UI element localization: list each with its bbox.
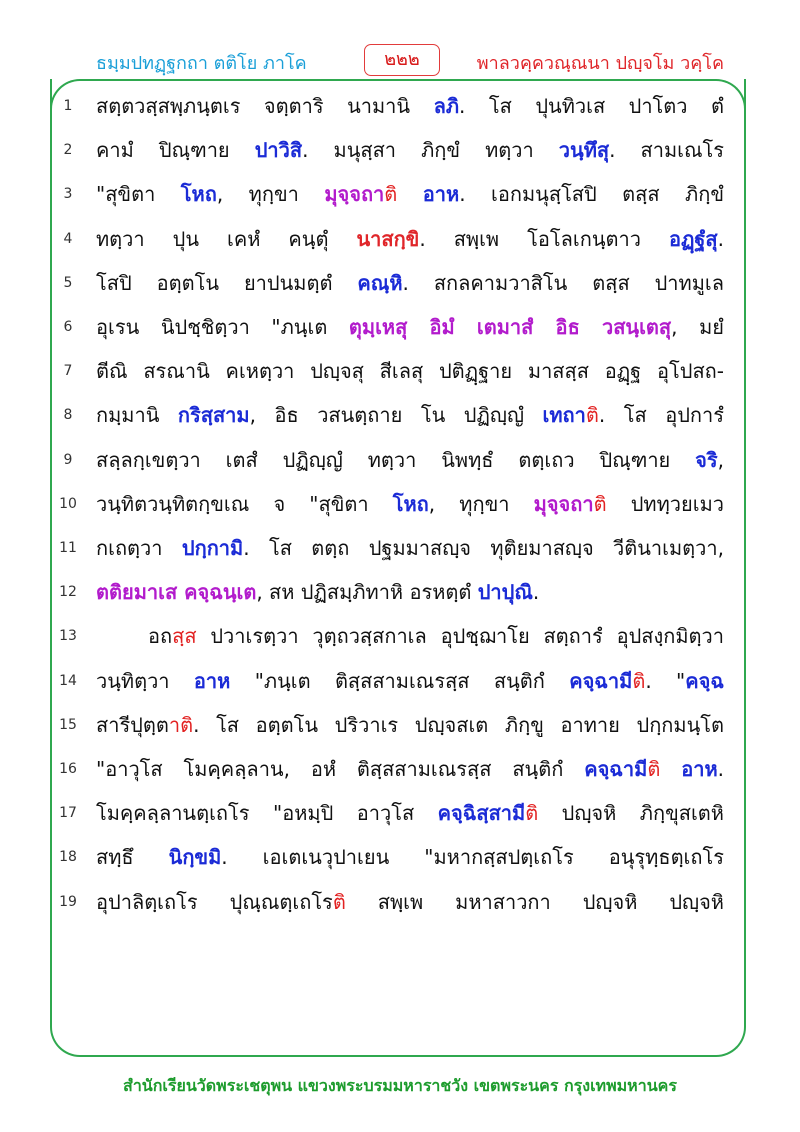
line-text xyxy=(96,90,724,122)
text-line xyxy=(0,526,800,570)
line-number: 19 xyxy=(59,893,77,910)
page-number: ๒๒๒ xyxy=(364,44,440,76)
text-segment: วนฺทิตวนฺทิตกฺขเณ จ "สุขิตา xyxy=(96,491,393,516)
highlighted-word: สฺส xyxy=(172,624,197,649)
line-number: 13 xyxy=(59,628,77,645)
text-segment: สารีปุตฺต xyxy=(96,712,169,737)
text-segment: อุเรน นิปชฺชิตฺวา "ภนฺเต xyxy=(96,315,349,339)
text-line xyxy=(0,305,800,349)
text-segment: อุปาลิตฺเถโร ปุณฺณตฺเถโร xyxy=(96,889,333,914)
line-number: 6 xyxy=(63,319,73,335)
text-segment: . xyxy=(532,580,540,605)
text-line xyxy=(0,703,800,747)
line-number: 12 xyxy=(59,584,77,601)
highlighted-word: คณฺหิ xyxy=(357,270,403,295)
line-number: 8 xyxy=(63,407,73,424)
highlighted-word: ติ xyxy=(632,668,646,693)
line-text xyxy=(96,355,724,387)
text-segment: ปญฺจหิ ภิกฺขุสเตหิ xyxy=(538,801,724,826)
text-line xyxy=(0,835,800,879)
line-text xyxy=(96,753,724,785)
text-segment: วนฺทิตฺวา xyxy=(96,668,194,693)
text-segment: คามํ ปิณฺฑาย xyxy=(96,138,255,163)
highlighted-word: ติ xyxy=(384,182,398,207)
text-segment: , xyxy=(717,447,724,472)
line-text xyxy=(96,223,724,255)
highlighted-word: นิกฺขมิ xyxy=(168,845,222,870)
text-line xyxy=(0,172,800,216)
text-segment: , สห ปฏิสมฺภิทาหิ อรหตฺตํ xyxy=(256,580,478,605)
line-number: 16 xyxy=(59,761,77,777)
line-number: 15 xyxy=(59,716,77,733)
text-segment: . โส อุปการํ xyxy=(598,403,724,428)
text-segment xyxy=(660,757,681,781)
highlighted-word: เทถา xyxy=(542,403,586,428)
text-segment: . สพฺเพ โอโลเกนฺตาว xyxy=(419,226,669,251)
text-line xyxy=(0,659,800,703)
highlighted-word: อาห xyxy=(193,668,231,693)
text-segment: . เอเตเนวุปาเยน "มหากสฺสปตฺเถโร อนุรุทฺธตฺเถโร xyxy=(221,845,724,870)
highlighted-word: ติ xyxy=(647,757,661,781)
line-number: 1 xyxy=(63,98,73,114)
line-number: 18 xyxy=(59,849,77,866)
line-number: 17 xyxy=(59,805,77,822)
text-line xyxy=(0,880,800,924)
text-line xyxy=(0,217,800,261)
line-number: 7 xyxy=(63,363,73,380)
text-segment: กมฺมานิ xyxy=(96,403,178,428)
line-text xyxy=(96,311,724,343)
highlighted-word: ติ xyxy=(593,491,607,516)
line-number: 2 xyxy=(63,142,73,159)
text-segment: . โส ตตฺถ ปฐมมาสญฺจ ทุติยมาสญฺจ วีตินาเมตฺวา, xyxy=(243,536,724,560)
highlighted-word: ปาวิสิ xyxy=(254,138,303,163)
highlighted-word: ติ xyxy=(585,403,599,428)
line-text xyxy=(96,532,724,564)
highlighted-word: ติ xyxy=(525,801,539,826)
text-line xyxy=(0,570,800,614)
text-segment: "อาวุโส โมคฺคลฺลาน, อหํ ติสฺสสามเณรสฺส สนฺติกํ xyxy=(96,757,585,781)
text-segment: . โส อตฺตโน ปริวาเร ปญฺจสเต ภิกฺขู อาทาย ปกฺกมนฺโต xyxy=(193,712,724,737)
highlighted-word: มุจฺจถา xyxy=(324,182,385,207)
text-line xyxy=(0,261,800,305)
line-number: 14 xyxy=(59,672,77,689)
highlighted-word: คจฺฉ xyxy=(685,668,724,693)
text-segment: , มยํ xyxy=(671,315,724,339)
line-text xyxy=(96,267,724,299)
text-line xyxy=(0,438,800,482)
text-segment: ปวาเรตฺวา วุตฺถวสฺสกาเล อุปชฺฌาโย สตฺถารํ อุปสงฺกมิตฺวา xyxy=(196,624,724,649)
text-segment: , ทุกฺขา xyxy=(428,491,534,516)
line-number: 10 xyxy=(59,495,77,512)
highlighted-word: โหถ xyxy=(180,182,217,207)
text-segment: ปททฺวยเมว xyxy=(606,491,724,516)
text-segment: . โส ปุนทิวเส ปาโตว ตํ xyxy=(459,94,724,118)
line-text xyxy=(96,399,724,431)
line-text xyxy=(96,576,724,608)
highlighted-word: อาห xyxy=(422,182,460,207)
line-text xyxy=(96,665,724,697)
text-segment: . xyxy=(717,757,724,781)
highlighted-word: ตุมฺเหสุ อิมํ เตมาสํ อิธ วสนฺเตสุ xyxy=(348,315,672,339)
highlighted-word: าติ xyxy=(168,712,194,737)
text-segment: "ภนฺเต ติสฺสสามเณรสฺส สนฺติกํ xyxy=(230,668,570,693)
line-number: 4 xyxy=(63,230,73,247)
text-segment: . สกลคามวาสิโน ตสฺส ปาทมูเล xyxy=(402,270,724,295)
text-segment: สตฺตวสฺสพฺภนฺตเร จตฺตาริ นามานิ xyxy=(96,94,434,118)
text-line xyxy=(0,747,800,791)
text-line xyxy=(0,791,800,835)
text-segment: ทตฺวา ปุน เคหํ คนฺตุํ xyxy=(96,226,357,251)
highlighted-word: ปาปุณิ xyxy=(477,580,533,605)
text-segment: โสปิ อตฺตโน ยาปนมตฺตํ xyxy=(96,270,358,295)
highlighted-word: ติ xyxy=(332,889,346,914)
text-segment: , ทุกฺขา xyxy=(216,182,325,207)
line-text xyxy=(96,488,724,520)
text-line xyxy=(0,84,800,128)
text-segment: , อิธ วสนตฺถาย โน ปฏิญฺญํ xyxy=(249,403,543,428)
line-text xyxy=(96,886,724,918)
line-number: 3 xyxy=(63,186,73,203)
text-segment: สทฺธึ xyxy=(96,845,169,870)
highlighted-word: คจฺฉิสฺสามี xyxy=(437,801,526,826)
page-footer: สำนักเรียนวัดพระเชตุพน แขวงพระบรมมหาราชวัง เขตพระนคร กรุงเทพมหานคร xyxy=(123,1076,677,1095)
line-text xyxy=(96,178,724,210)
line-text xyxy=(96,709,724,741)
highlighted-word: วนฺทึสุ xyxy=(558,138,610,163)
highlighted-word: มุจฺจถา xyxy=(533,491,594,516)
line-number: 11 xyxy=(59,540,77,556)
text-line xyxy=(0,128,800,172)
line-text xyxy=(96,797,724,829)
text-line xyxy=(0,349,800,393)
text-segment: ตีณิ สรณานิ คเหตฺวา ปญฺจสุ สีเลสุ ปติฏฺฐาย มาสสฺส อฏฺฐ อุโปสถ- xyxy=(96,359,724,384)
line-text xyxy=(148,620,724,652)
text-segment: . " xyxy=(645,668,686,693)
highlighted-word: ลภิ xyxy=(433,94,460,118)
text-segment: . xyxy=(717,226,724,251)
text-segment: อถ xyxy=(148,624,173,649)
highlighted-word: ปกฺกามิ xyxy=(181,536,244,560)
line-text xyxy=(96,134,724,166)
chapter-title: พาลวคฺควณฺณนา ปญฺจโม วคฺโค xyxy=(476,53,724,74)
line-text xyxy=(96,841,724,873)
text-segment: โมคฺคลฺลานตฺเถโร "อหมฺปิ อาวุโส xyxy=(96,801,438,826)
highlighted-word: นาสกฺขิ xyxy=(356,226,420,251)
text-line xyxy=(0,614,800,658)
highlighted-word: กริสฺสาม xyxy=(177,403,250,428)
page-header xyxy=(0,44,800,78)
text-segment: กเถตฺวา xyxy=(96,536,182,560)
text-segment: . มนุสฺสา ภิกฺขํ ทตฺวา xyxy=(302,138,559,163)
text-segment: "สุขิตา xyxy=(96,182,181,207)
text-segment xyxy=(397,182,422,206)
text-segment: สพฺเพ มหาสาวกา ปญฺจหิ ปญฺจหิ xyxy=(345,889,724,914)
text-line xyxy=(0,393,800,437)
line-number: 9 xyxy=(63,451,73,468)
highlighted-word: คจฺฉามี xyxy=(584,757,648,781)
text-segment: . เอกมนุสฺโสปิ ตสฺส ภิกฺขํ xyxy=(459,182,724,207)
line-number: 5 xyxy=(63,274,73,291)
text-line xyxy=(0,482,800,526)
highlighted-word: โหถ xyxy=(392,491,429,516)
line-text xyxy=(96,444,724,476)
book-title: ธมฺมปทฏฺฐกถา ตติโย ภาโค xyxy=(96,53,307,74)
highlighted-word: คจฺฉามี xyxy=(569,668,633,693)
highlighted-word: อาห xyxy=(681,757,718,781)
text-segment: . สามเณโร xyxy=(609,138,724,163)
highlighted-word: จริ xyxy=(695,447,718,472)
highlighted-word: อฏฺฐํสุ xyxy=(668,226,718,251)
text-segment: สลฺลกฺเขตฺวา เตสํ ปฏิญฺญํ ทตฺวา นิพทฺธํ ตตฺเถว ปิณฺฑาย xyxy=(96,447,696,472)
highlighted-word: ตติยมาเส คจฺฉนฺเต xyxy=(96,580,257,605)
